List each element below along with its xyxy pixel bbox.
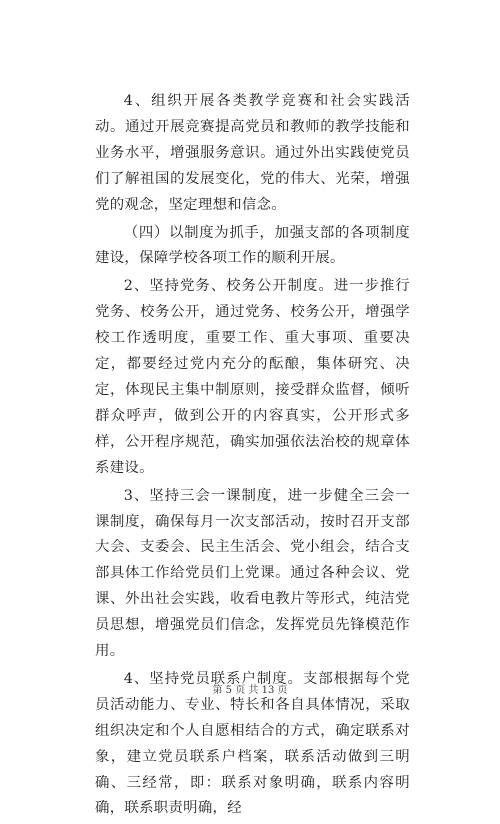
paragraph-3: 2、坚持党务、校务公开制度。进一步推行党务、校务公开，通过党务、校务公开，增强学校工作透明度，重要工作、重大事项、重要决定，都要经过党内充分的酝酿，集体研究、决定，体现民主集中制原则，接受群众监督，倾听群众呼声，做到公开的内容真实，公开形式多样，公开程序规范，确实加强依法治校的规章体系建设。	[95, 278, 410, 476]
paragraph-5: 4、坚持党员联系户制度。支部根据每个党员活动能力、专业、特长和各自具体情况，采取组织决定和个人自愿相结合的方式，确定联系对象，建立党员联系户档案，联系活动做到三明确、三经常，即：联系对象明确，联系内容明确，联系职责明确，经	[95, 670, 410, 817]
page-footer: 第 5 页 共 13 页	[212, 685, 288, 696]
paragraph-1: 4、组织开展各类教学竞赛和社会实践活动。通过开展竞赛提高党员和教师的教学技能和业务水平，增强服务意识。通过外出实践使党员们了解祖国的发展变化，党的伟大、光荣，增强党的观念，坚定理想和信念。	[95, 93, 410, 213]
document-body	[95, 89, 410, 824]
paragraph-2: （四）以制度为抓手，加强支部的各项制度建设，保障学校各项工作的顺利开展。	[95, 224, 410, 267]
paragraph-4: 3、坚持三会一课制度，进一步健全三会一课制度，确保每月一次支部活动，按时召开支部大会、支委会、民主生活会、党小组会，结合支部具体工作给党员们上党课。通过各种会议、党课、外出社会实践，收看电教片等形式，纯洁党员思想，增强党员们信念，发挥党员先锋模范作用。	[95, 487, 410, 660]
